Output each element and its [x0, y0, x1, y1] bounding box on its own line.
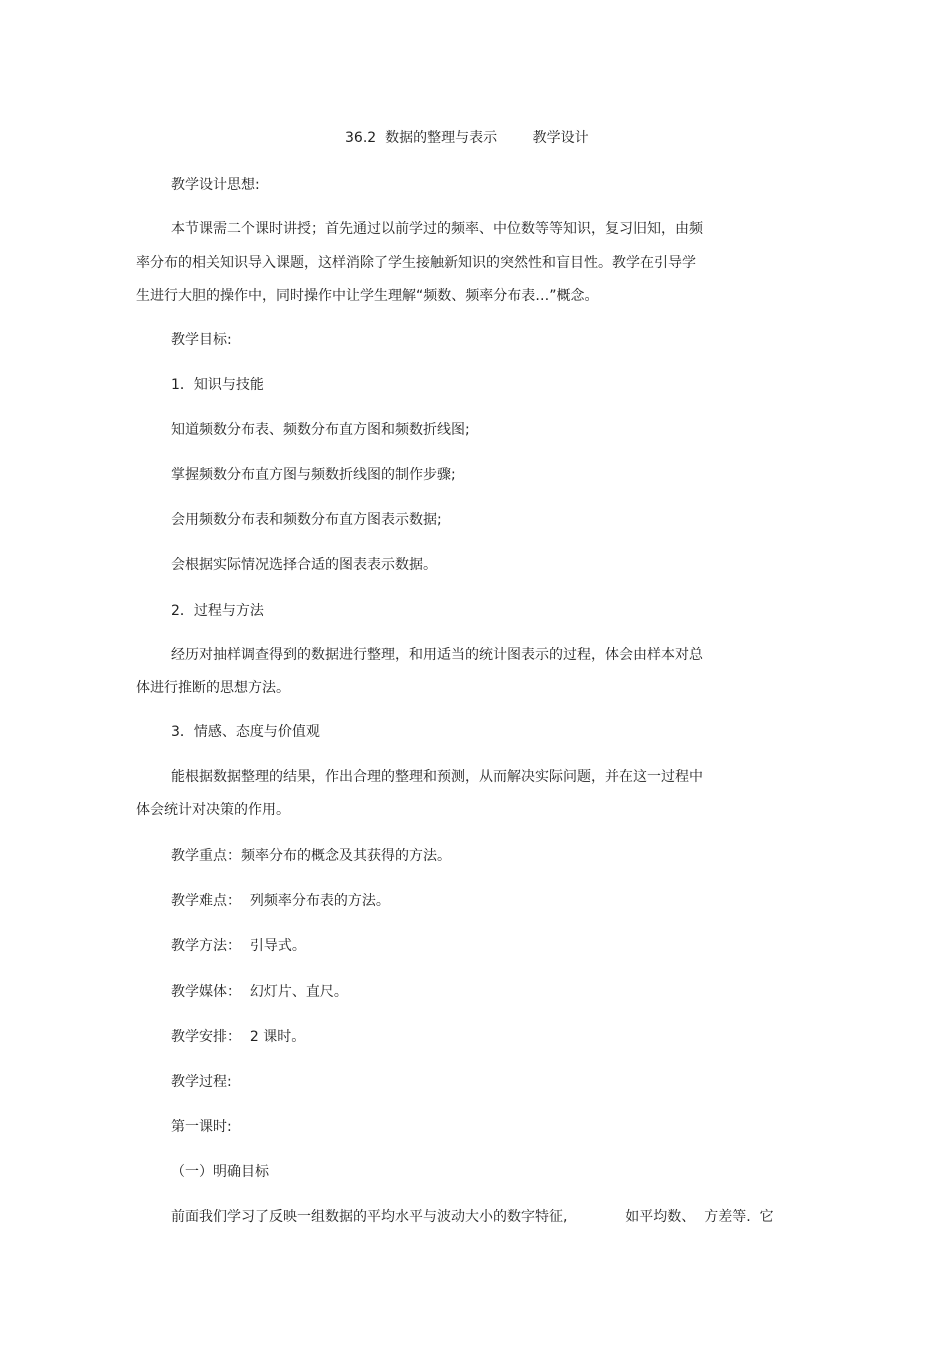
teaching-schedule: 教学安排： 2 课时。	[171, 1029, 306, 1045]
paragraph-line: 体会统计对决策的作用。	[136, 802, 290, 818]
paragraph-line: 知道频数分布表、频数分布直方图和频数折线图;	[171, 422, 470, 438]
section-heading: 第一课时:	[171, 1119, 232, 1135]
difficulty: 教学难点： 列频率分布表的方法。	[171, 893, 390, 909]
paragraph-line: 能根据数据整理的结果，作出合理的整理和预测，从而解决实际问题，并在这一过程中	[171, 769, 703, 785]
teaching-media: 教学媒体： 幻灯片、直尺。	[171, 984, 348, 1000]
paragraph-line: 会用频数分布表和频数分布直方图表示数据;	[171, 512, 442, 528]
paragraph-line: 前面我们学习了反映一组数据的平均水平与波动大小的数字特征, 如平均数、 方差等. 它	[171, 1209, 774, 1225]
document-title: 36.2 数据的整理与表示 教学设计	[345, 130, 589, 146]
paragraph-line: 经历对抽样调查得到的数据进行整理，和用适当的统计图表示的过程，体会由样本对总	[171, 647, 703, 663]
section-heading: 教学过程:	[171, 1074, 232, 1090]
teaching-method: 教学方法： 引导式。	[171, 938, 306, 954]
paragraph-line: 率分布的相关知识导入课题，这样消除了学生接触新知识的突然性和盲目性。教学在引导学	[136, 255, 696, 271]
paragraph-line: 掌握频数分布直方图与频数折线图的制作步骤;	[171, 467, 456, 483]
subsection-heading: 2．过程与方法	[171, 603, 264, 619]
paragraph-line: 体进行推断的思想方法。	[136, 680, 290, 696]
paragraph-line: 会根据实际情况选择合适的图表表示数据。	[171, 557, 437, 573]
subsection-heading: 3．情感、态度与价值观	[171, 724, 320, 740]
key-point: 教学重点：频率分布的概念及其获得的方法。	[171, 848, 451, 864]
section-heading: 教学设计思想:	[171, 177, 260, 193]
section-heading: 教学目标:	[171, 332, 232, 348]
subsection-heading: 1．知识与技能	[171, 377, 264, 393]
paragraph-line: 生进行大胆的操作中，同时操作中让学生理解“频数、频率分布表…”概念。	[136, 288, 599, 304]
paragraph-line: 本节课需二个课时讲授；首先通过以前学过的频率、中位数等等知识，复习旧知，由频	[171, 221, 703, 237]
subsection-heading: （一）明确目标	[171, 1164, 269, 1180]
